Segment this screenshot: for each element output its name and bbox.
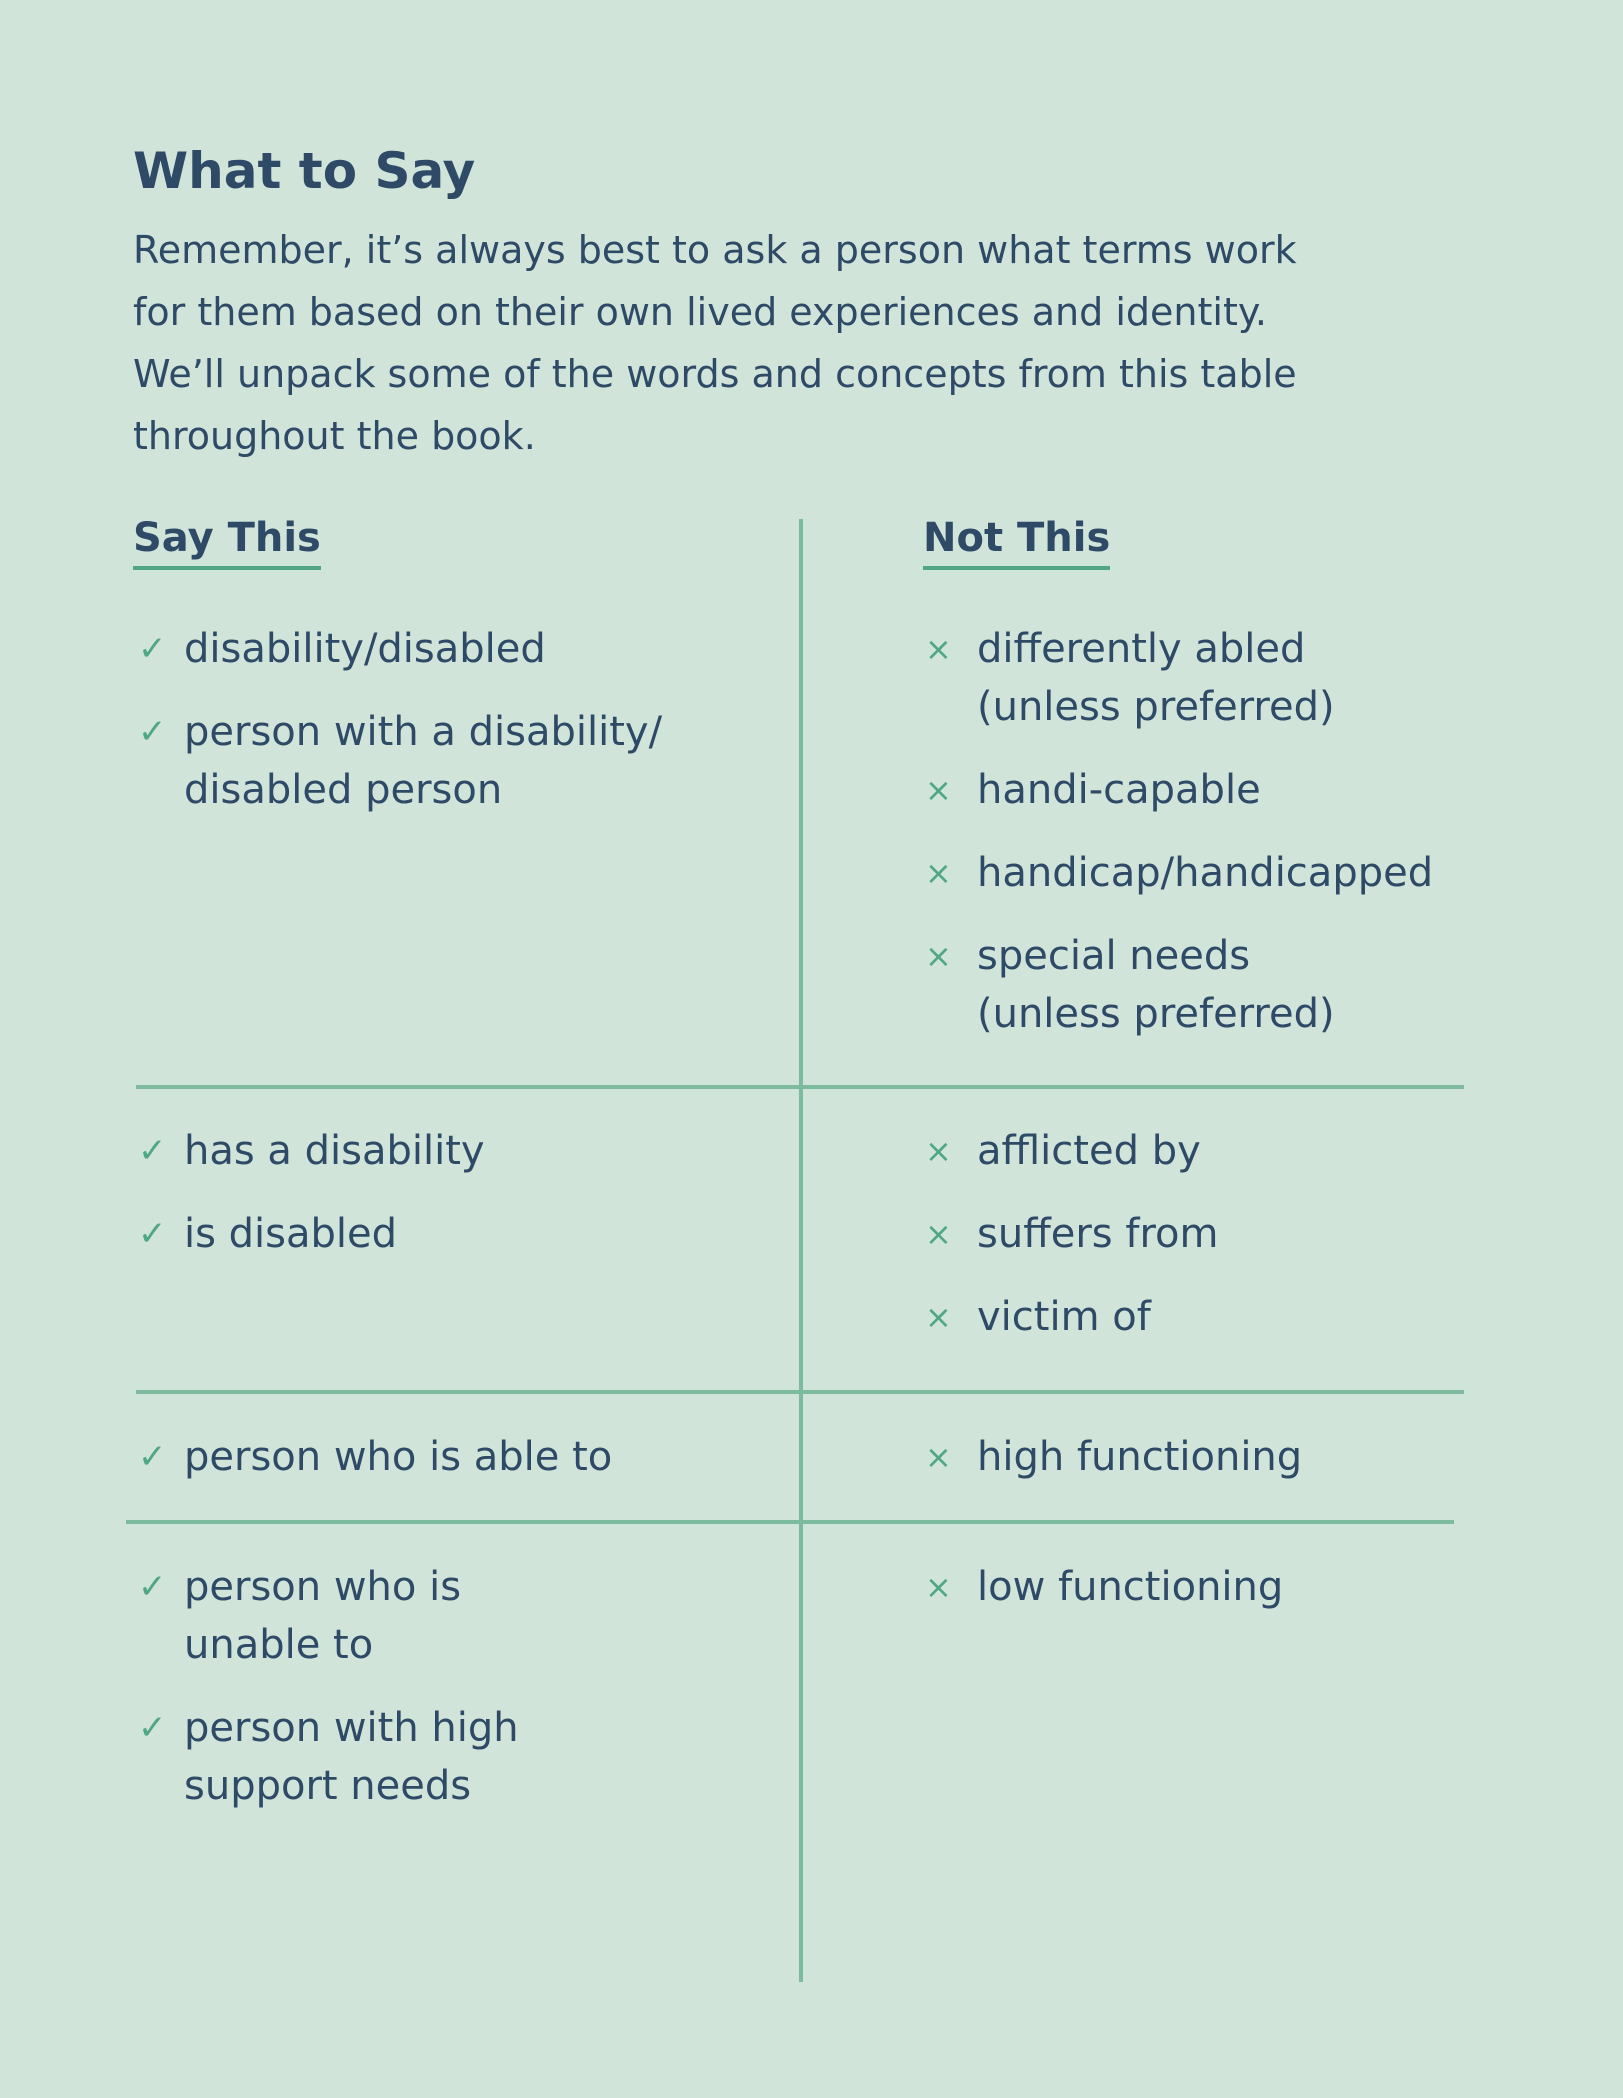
checkmark-icon: ✓ [138, 1567, 167, 1607]
not-this-item [925, 620, 1335, 736]
not-this-header: Not This [923, 510, 1110, 570]
row-divider [136, 1085, 1464, 1089]
item-text [977, 761, 1261, 819]
item-text [977, 1288, 1151, 1346]
item-line: disabled person [184, 767, 503, 813]
item-line: afflicted by [977, 1128, 1201, 1174]
item-line: low functioning [977, 1564, 1284, 1610]
say-this-item [138, 620, 546, 678]
cross-icon: × [925, 1132, 952, 1170]
item-line: (unless preferred) [977, 684, 1335, 730]
item-line: high functioning [977, 1434, 1303, 1480]
checkmark-icon: ✓ [138, 629, 167, 669]
item-text [184, 1558, 461, 1674]
not-this-item [925, 844, 1434, 902]
item-text [184, 1428, 612, 1486]
not-this-item [925, 1428, 1303, 1486]
item-line: person who is [184, 1564, 462, 1610]
item-text [184, 1205, 397, 1263]
cross-icon: × [925, 1298, 952, 1336]
cross-icon: × [925, 1438, 952, 1476]
item-text [184, 1699, 519, 1815]
cross-icon: × [925, 1215, 952, 1253]
item-text [977, 620, 1335, 736]
item-line: suffers from [977, 1211, 1219, 1257]
intro-line: throughout the book. [133, 414, 536, 458]
item-line: special needs [977, 933, 1251, 979]
item-line: has a disability [184, 1128, 485, 1174]
checkmark-icon: ✓ [138, 1131, 167, 1171]
cross-icon: × [925, 630, 952, 668]
item-text [977, 844, 1433, 902]
item-text [184, 703, 662, 819]
row-divider [136, 1390, 1464, 1394]
intro-line: We’ll unpack some of the words and concepts from this table [133, 352, 1297, 396]
not-this-item [925, 1205, 1219, 1263]
item-line: unable to [184, 1622, 374, 1668]
checkmark-icon: ✓ [138, 1214, 167, 1254]
item-line: support needs [184, 1763, 472, 1809]
item-line: handicap/handicapped [977, 850, 1434, 896]
intro-line: Remember, it’s always best to ask a person what terms work [133, 228, 1297, 272]
item-text [977, 1205, 1218, 1263]
say-this-item [138, 1558, 462, 1674]
item-line: person with high [184, 1705, 519, 1751]
item-line: handi-capable [977, 767, 1261, 813]
item-text [184, 620, 546, 678]
cross-icon: × [925, 854, 952, 892]
say-this-item [138, 1428, 613, 1486]
item-line: person who is able to [184, 1434, 613, 1480]
cross-icon: × [925, 1568, 952, 1606]
item-line: (unless preferred) [977, 991, 1335, 1037]
not-this-item [925, 927, 1335, 1043]
item-line: person with a disability/ [184, 709, 663, 755]
cross-icon: × [925, 771, 952, 809]
item-text [977, 1122, 1201, 1180]
say-this-item [138, 1699, 519, 1815]
row-divider [126, 1520, 1454, 1524]
say-this-header: Say This [133, 510, 321, 570]
cross-icon: × [925, 937, 952, 975]
intro-line: for them based on their own lived experiences and identity. [133, 290, 1267, 334]
not-this-item [925, 1558, 1284, 1616]
item-text [977, 1428, 1302, 1486]
checkmark-icon: ✓ [138, 1437, 167, 1477]
not-this-item [925, 1122, 1201, 1180]
item-line: victim of [977, 1294, 1151, 1340]
say-this-item [138, 1205, 398, 1263]
item-text [977, 927, 1335, 1043]
item-line: differently abled [977, 626, 1306, 672]
item-line: is disabled [184, 1211, 398, 1257]
item-line: disability/disabled [184, 626, 546, 672]
say-this-item [138, 1122, 485, 1180]
not-this-item [925, 761, 1261, 819]
item-text [977, 1558, 1283, 1616]
column-divider [799, 519, 803, 1982]
say-this-item [138, 703, 663, 819]
intro-paragraph [133, 219, 1393, 467]
checkmark-icon: ✓ [138, 1708, 167, 1748]
page-title: What to Say [133, 142, 476, 200]
checkmark-icon: ✓ [138, 712, 167, 752]
item-text [184, 1122, 485, 1180]
not-this-item [925, 1288, 1151, 1346]
